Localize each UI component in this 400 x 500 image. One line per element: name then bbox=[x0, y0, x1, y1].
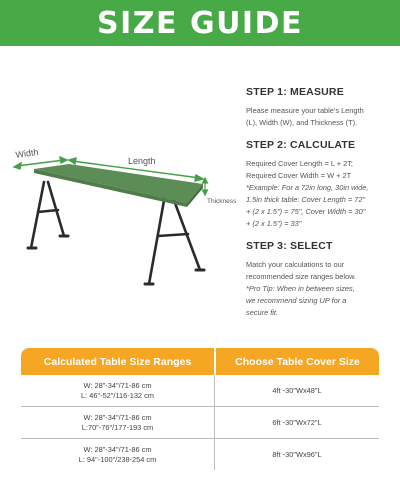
length-range: L: 46"-52"/116-132 cm bbox=[81, 390, 154, 400]
page-title: SIZE GUIDE bbox=[96, 5, 303, 41]
column-header: Calculated Table Size Ranges bbox=[21, 348, 214, 375]
table-header-row bbox=[21, 348, 379, 375]
step-example: + (2 x 1.5") = 33" bbox=[246, 219, 302, 228]
step-heading: STEP 1: MEASURE bbox=[246, 86, 344, 98]
step-example: 1.5in thick table: Cover Length = 72" bbox=[246, 195, 366, 204]
step-example: *Example: For a 72in long, 30in wide, bbox=[246, 183, 369, 192]
step-text: Match your calculations to our bbox=[246, 260, 345, 269]
step-example: + (2 x 1.5") = 75", Cover Width = 30" bbox=[246, 207, 366, 216]
step-text: Required Cover Length = L + 2T; bbox=[246, 159, 353, 168]
table-top-cover bbox=[34, 164, 203, 203]
header-banner bbox=[0, 0, 400, 46]
length-arrow-head bbox=[195, 175, 203, 181]
table-row bbox=[21, 407, 379, 439]
step-heading: STEP 2: CALCULATE bbox=[246, 139, 356, 151]
size-range-cell bbox=[21, 439, 215, 470]
cover-size-cell: 8ft -30"Wx96"L bbox=[272, 450, 322, 459]
width-label: Width bbox=[14, 146, 40, 160]
table-leg-brace bbox=[38, 210, 58, 212]
width-arrow-head bbox=[14, 163, 21, 169]
size-range-cell bbox=[21, 375, 215, 406]
size-range-cell bbox=[21, 407, 215, 438]
length-range: L:70"-76"/177-193 cm bbox=[81, 422, 154, 432]
step-heading: STEP 3: SELECT bbox=[246, 240, 333, 252]
step-tip: secure fit. bbox=[246, 308, 279, 317]
folding-table-illustration bbox=[0, 140, 250, 305]
size-table bbox=[21, 348, 379, 470]
table-leg bbox=[149, 195, 165, 284]
width-range: W: 28"-34"/71-86 cm bbox=[83, 412, 152, 422]
steps-panel bbox=[246, 86, 396, 319]
step-text: recommended size ranges below. bbox=[246, 272, 357, 281]
step-text: Required Cover Width = W + 2T bbox=[246, 171, 352, 180]
table-row bbox=[21, 439, 379, 470]
thickness-label: Thickness bbox=[207, 198, 237, 205]
length-range: L: 94"-100"/238-254 cm bbox=[78, 454, 157, 464]
length-arrow-head bbox=[69, 158, 76, 164]
table-row bbox=[21, 375, 379, 407]
width-range: W: 28"-34"/71-86 cm bbox=[83, 444, 152, 454]
step-measure bbox=[246, 86, 396, 129]
width-arrow-head bbox=[60, 157, 67, 163]
step-select bbox=[246, 240, 396, 319]
step-text: (L), Width (W), and Thickness (T). bbox=[246, 118, 358, 127]
step-tip: *Pro Tip: When in between sizes, bbox=[246, 284, 355, 293]
step-tip: we recommend sizing UP for a bbox=[246, 296, 347, 305]
length-label: Length bbox=[128, 156, 156, 166]
step-text: Please measure your table's Length bbox=[246, 106, 364, 115]
width-arrow bbox=[17, 160, 64, 166]
width-range: W: 28"-34"/71-86 cm bbox=[83, 380, 152, 390]
table-leg-brace bbox=[158, 234, 188, 236]
step-calculate bbox=[246, 139, 396, 230]
thickness-arrow-head bbox=[203, 190, 208, 195]
cover-size-cell: 6ft -30"Wx72"L bbox=[272, 418, 322, 427]
column-header: Choose Table Cover Size bbox=[216, 348, 379, 375]
table-leg bbox=[31, 182, 44, 248]
cover-size-cell: 4ft -30"Wx48"L bbox=[272, 386, 322, 395]
